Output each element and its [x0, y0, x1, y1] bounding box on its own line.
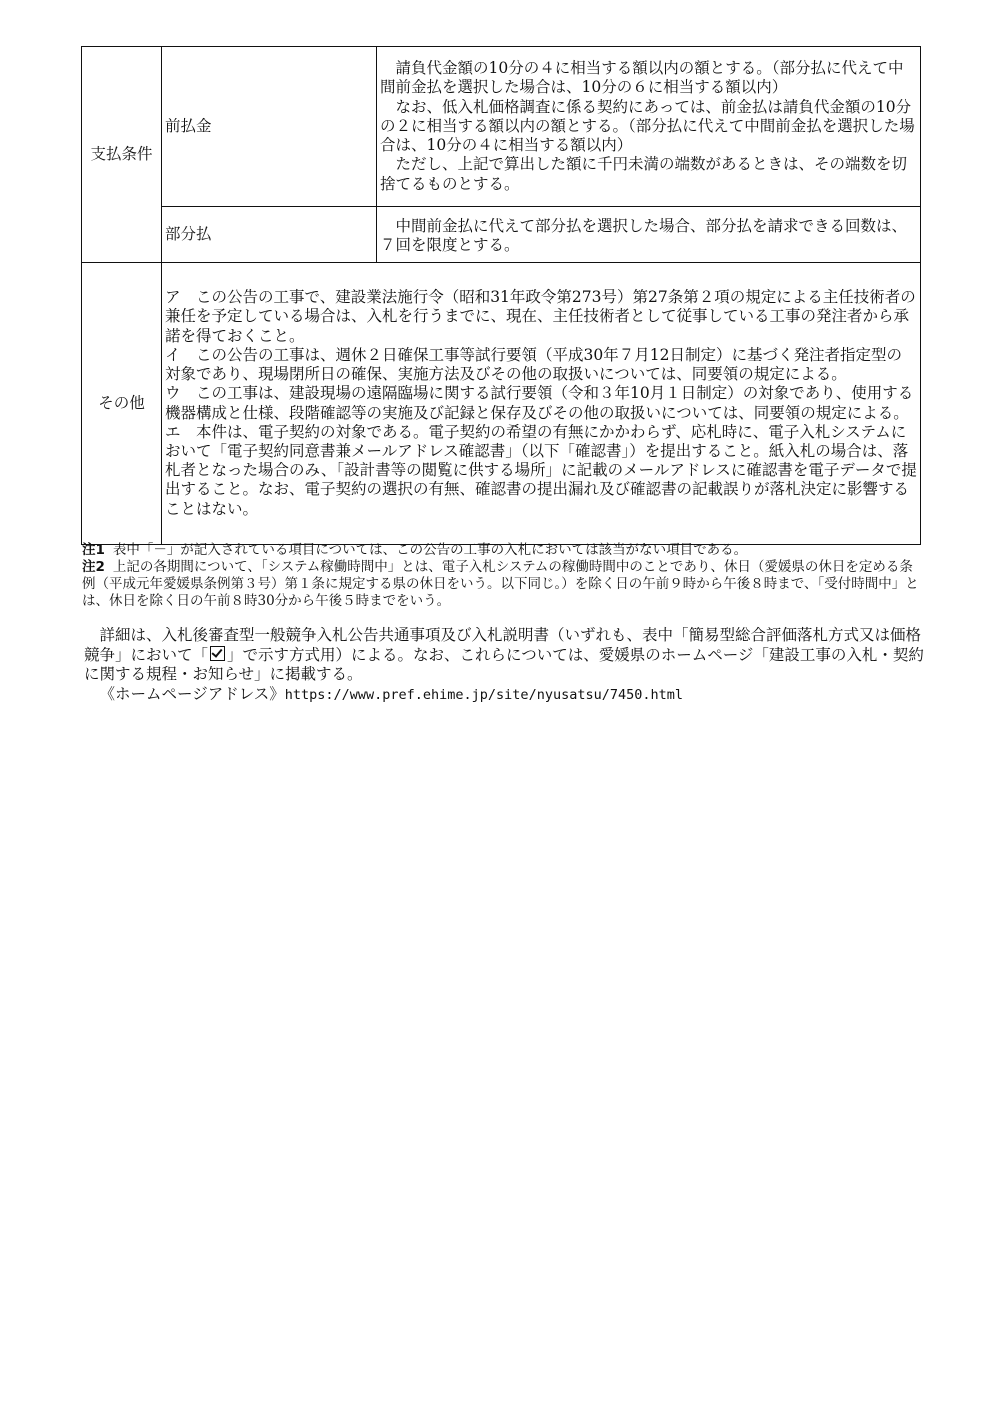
advance-payment-label: 前払金: [162, 47, 377, 207]
note-2-label: 注2: [82, 559, 105, 575]
partial-payment-body: [377, 207, 921, 263]
homepage-address-line: [84, 685, 924, 706]
advance-payment-body: [377, 47, 921, 207]
advance-line-3: ただし、上記で算出した額に千円未満の端数があるときは、その端数を切捨てるものとする。: [380, 155, 908, 193]
payment-category-cell: 支払条件: [82, 47, 162, 263]
table-row: [82, 263, 921, 545]
advance-line-1: 請負代金額の10分の４に相当する額以内の額とする。（部分払に代えて中間前金払を選択した場合は、10分の６に相当する額以内）: [380, 59, 904, 97]
url-label: 《ホームページアドレス》: [99, 684, 285, 703]
other-item-i: イ この公告の工事は、週休２日確保工事等試行要領（平成30年７月12日制定）に基づく発注者指定型の対象であり、現場閉所日の確保、実施方法及びその他の取扱いについては、同要領の規定による。: [165, 345, 902, 384]
other-category-cell: その他: [82, 263, 162, 545]
other-item-u: ウ この工事は、建設現場の遠隔臨場に関する試行要領（令和３年10月１日制定）の対象であり、使用する機器構成と仕様、段階確認等の実施及び記録と保存及びその他の取扱いについては、同要領の規定による。: [165, 384, 914, 422]
note-1-text: 表中「－」が記入されている項目については、この公告の工事の入札においては該当がない項目である。: [112, 542, 748, 558]
detail-section: [84, 626, 924, 705]
other-item-e: エ 本件は、電子契約の対象である。電子契約の希望の有無にかかわらず、応札時に、電子入札システムにおいて「電子契約同意書兼メールアドレス確認書」（以下「確認書」）を提出すること。紙入札の場合は、落札者となった場合のみ、「設計書等の閲覧に供する場所」に記載のメールアドレスに確認書を電子データで提出すること。なお、電子契約の選択の有無、確認書の提出漏れ及び確認書の記載誤りが落札決定に影響することはない。: [165, 422, 917, 518]
note-2-text: 上記の各期間について、「システム稼働時間中」とは、電子入札システムの稼働時間中のことであり、休日（愛媛県の休日を定める条例（平成元年愛媛県条例第３号）第１条に規定する県の休日をいう。以下同じ。）を除く日の午前９時から午後８時まで、「受付時間中」とは、休日を除く日の午前８時30分から午後５時までをいう。: [82, 559, 919, 609]
note-2: [82, 559, 922, 610]
table-row: [82, 47, 921, 207]
detail-text-after: 」で示す方式用）による。なお、これらについては、愛媛県のホームページ「建設工事の入札・契約に関する規程・お知らせ」に掲載する。: [84, 645, 924, 684]
note-1: [82, 542, 922, 559]
other-body: [162, 263, 921, 545]
note-1-label: 注1: [82, 542, 105, 558]
checked-box-icon: [210, 646, 225, 661]
advance-line-2: なお、低入札価格調査に係る契約にあっては、前金払は請負代金額の10分の２に相当する額以内の額とする。（部分払に代えて中間前金払を選択した場合は、10分の４に相当する額以内）: [380, 97, 915, 155]
detail-paragraph: [84, 626, 924, 685]
conditions-table: [81, 46, 921, 545]
partial-payment-label: 部分払: [162, 207, 377, 263]
detail-text-before: 詳細は、入札後審査型一般競争入札公告共通事項及び入札説明書（いずれも、表中「簡易型総合評価落札方式又は価格競争」において「: [84, 626, 922, 664]
partial-payment-text: 中間前金払に代えて部分払を選択した場合、部分払を請求できる回数は、７回を限度とする。: [380, 216, 908, 254]
homepage-url-link[interactable]: https://www.pref.ehime.jp/site/nyusatsu/7450.html: [284, 686, 683, 703]
table-row: [82, 207, 921, 263]
footnotes: [82, 542, 922, 610]
other-item-a: ア この公告の工事で、建設業法施行令（昭和31年政令第273号）第27条第２項の規定による主任技術者の兼任を予定している場合は、入札を行うまでに、現在、主任技術者として従事している工事の発注者から承諾を得ておくこと。: [165, 288, 916, 345]
